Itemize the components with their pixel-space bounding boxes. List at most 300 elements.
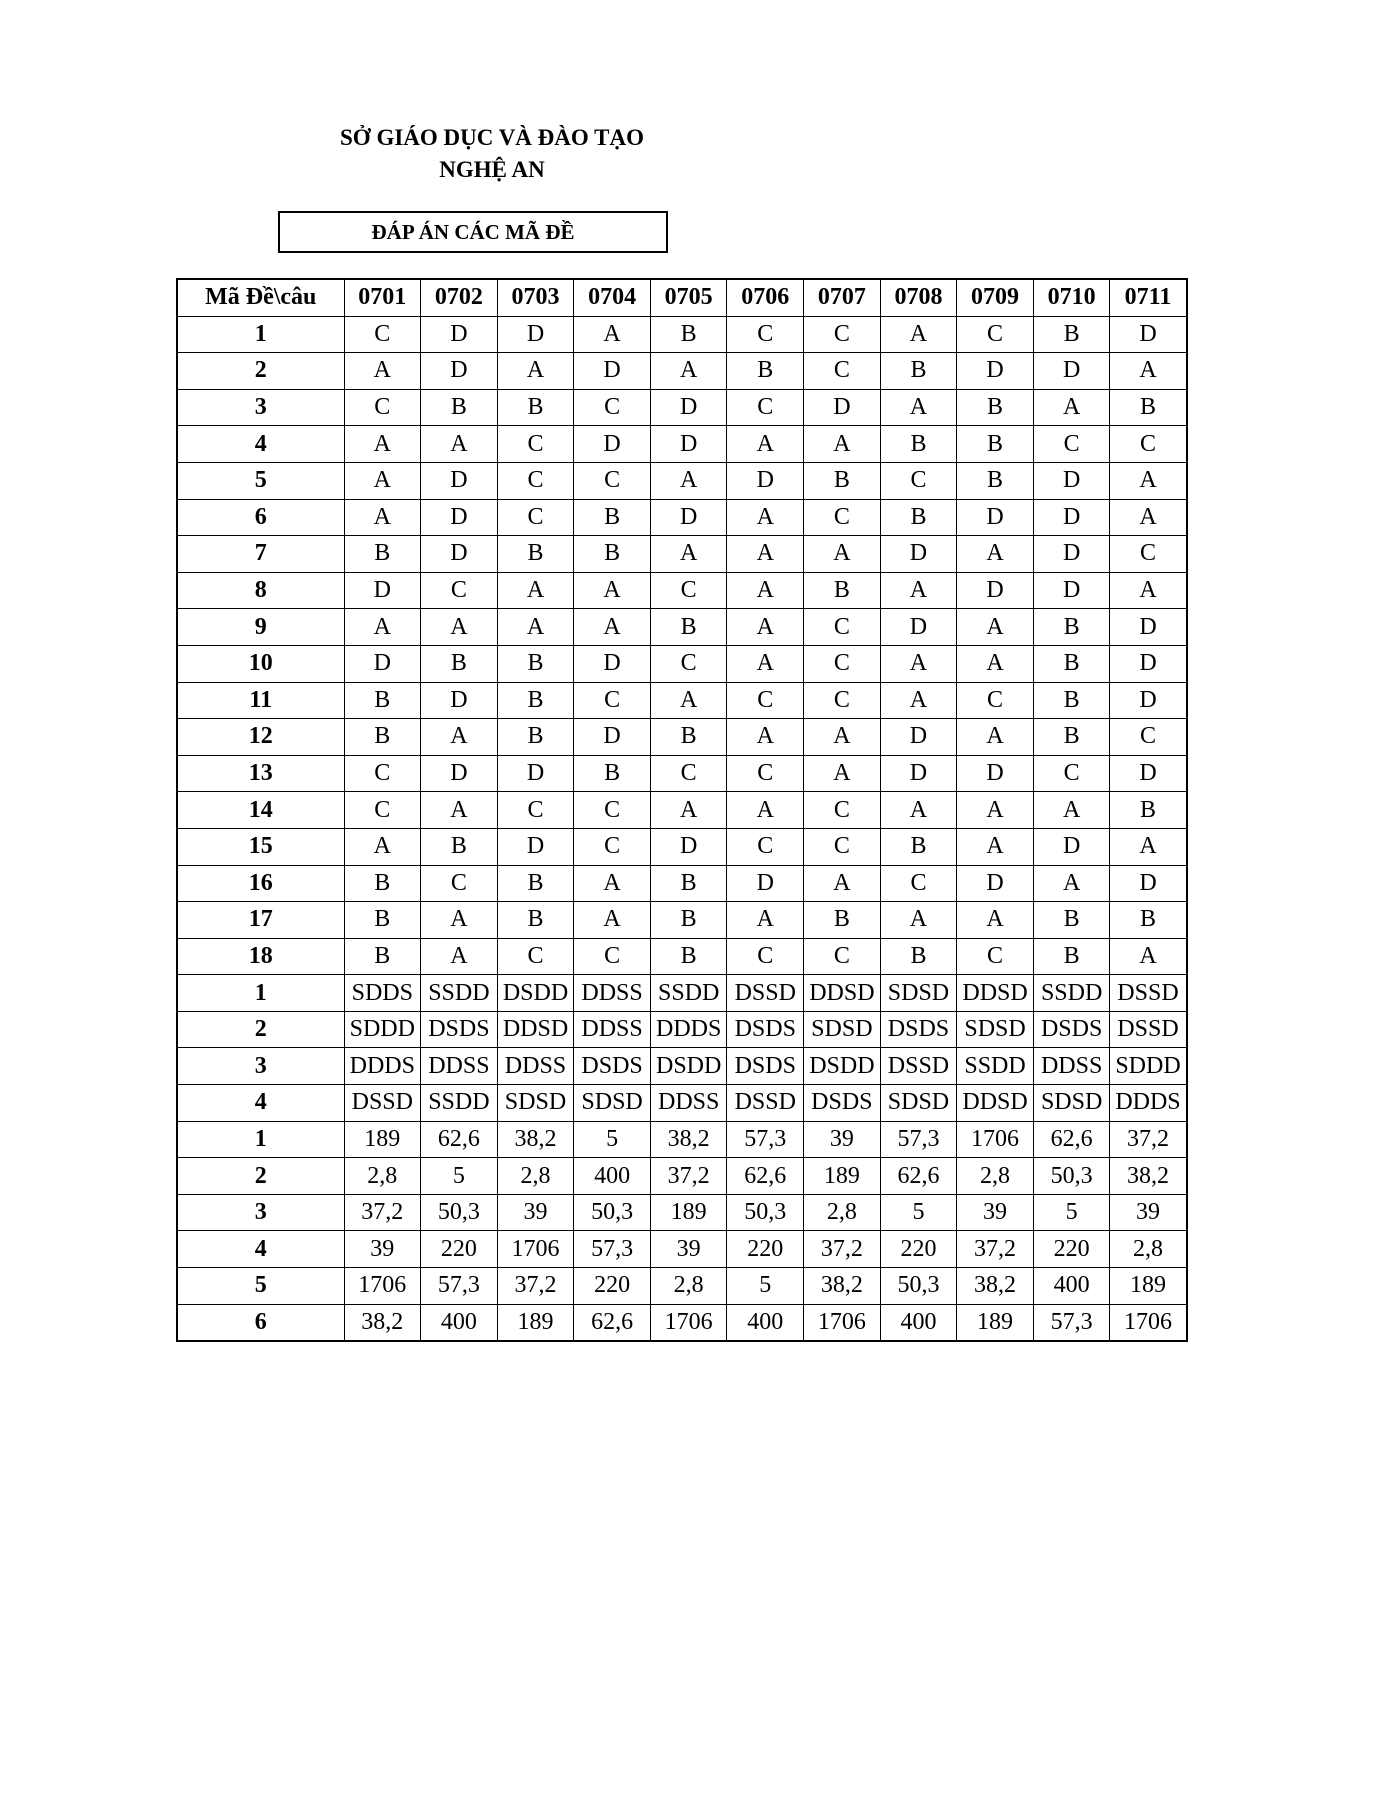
answer-cell: 2,8 (1110, 1231, 1187, 1268)
answer-cell: 220 (421, 1231, 498, 1268)
answer-cell: D (1033, 572, 1110, 609)
answer-cell: SDSD (804, 1011, 881, 1048)
answer-cell: 39 (804, 1121, 881, 1158)
answer-cell: A (421, 426, 498, 463)
answer-cell: B (880, 426, 957, 463)
answer-cell: D (1110, 755, 1187, 792)
answer-cell: D (1110, 645, 1187, 682)
answer-cell: 2,8 (650, 1268, 727, 1305)
answer-cell: DSSD (880, 1048, 957, 1085)
answer-cell: SSDD (650, 975, 727, 1012)
question-number-cell: 5 (177, 462, 344, 499)
document-header (292, 122, 692, 186)
answer-cell: C (804, 353, 881, 390)
answer-cell: 50,3 (1033, 1158, 1110, 1195)
answer-cell: B (1033, 316, 1110, 353)
answer-cell: A (804, 719, 881, 756)
answer-cell: B (344, 865, 421, 902)
answer-cell: A (650, 682, 727, 719)
answer-cell: C (650, 755, 727, 792)
answer-cell: A (574, 572, 651, 609)
answer-cell: B (344, 719, 421, 756)
answer-cell: A (727, 426, 804, 463)
answer-cell: B (880, 353, 957, 390)
table-row (177, 938, 1187, 975)
question-number-cell: 7 (177, 536, 344, 573)
answer-cell: 37,2 (804, 1231, 881, 1268)
answer-cell: D (957, 499, 1034, 536)
table-row (177, 536, 1187, 573)
answer-cell: 5 (727, 1268, 804, 1305)
answer-cell: D (574, 645, 651, 682)
answer-cell: 62,6 (880, 1158, 957, 1195)
table-row (177, 389, 1187, 426)
question-number-cell: 1 (177, 1121, 344, 1158)
table-row (177, 1231, 1187, 1268)
answer-cell: B (344, 536, 421, 573)
answer-cell: B (650, 938, 727, 975)
answer-cell: C (957, 938, 1034, 975)
answer-cell: C (574, 389, 651, 426)
answer-cell: 220 (727, 1231, 804, 1268)
answer-cell: 62,6 (727, 1158, 804, 1195)
answer-cell: A (1033, 389, 1110, 426)
answer-cell: D (497, 828, 574, 865)
question-number-cell: 4 (177, 1231, 344, 1268)
answer-cell: B (957, 389, 1034, 426)
answer-cell: A (650, 462, 727, 499)
answer-cell: C (421, 572, 498, 609)
exam-code-header: 0704 (574, 279, 651, 316)
answer-cell: 1706 (957, 1121, 1034, 1158)
answer-cell: SDSD (574, 1085, 651, 1122)
answer-cell: A (1110, 462, 1187, 499)
answer-cell: D (957, 865, 1034, 902)
answer-cell: A (804, 755, 881, 792)
answer-cell: B (574, 755, 651, 792)
answer-cell: B (650, 609, 727, 646)
answer-cell: B (344, 902, 421, 939)
answer-cell: SDDD (344, 1011, 421, 1048)
answer-cell: 39 (957, 1194, 1034, 1231)
question-number-cell: 12 (177, 719, 344, 756)
question-number-cell: 2 (177, 353, 344, 390)
answer-cell: DDSD (497, 1011, 574, 1048)
answer-cell: A (957, 719, 1034, 756)
answer-cell: 5 (574, 1121, 651, 1158)
table-row (177, 1121, 1187, 1158)
answer-cell: B (497, 865, 574, 902)
table-row (177, 609, 1187, 646)
answer-cell: DDSS (421, 1048, 498, 1085)
answer-cell: DSDS (880, 1011, 957, 1048)
answer-cell: A (1033, 792, 1110, 829)
answer-cell: C (880, 462, 957, 499)
answer-cell: 189 (1110, 1268, 1187, 1305)
answer-cell: D (650, 426, 727, 463)
answer-cell: D (650, 828, 727, 865)
answer-cell: 57,3 (880, 1121, 957, 1158)
answer-cell: 189 (957, 1304, 1034, 1341)
answer-cell: B (574, 536, 651, 573)
answer-cell: C (1110, 719, 1187, 756)
answer-cell: D (1110, 609, 1187, 646)
answer-cell: 400 (421, 1304, 498, 1341)
answer-cell: C (1110, 536, 1187, 573)
answer-cell: C (497, 462, 574, 499)
answer-cell: C (804, 645, 881, 682)
answer-cell: D (650, 389, 727, 426)
table-row (177, 353, 1187, 390)
question-number-cell: 16 (177, 865, 344, 902)
answer-cell: D (957, 353, 1034, 390)
table-row (177, 316, 1187, 353)
answer-cell: DSDD (497, 975, 574, 1012)
answer-cell: A (880, 389, 957, 426)
table-row (177, 792, 1187, 829)
answer-cell: 62,6 (574, 1304, 651, 1341)
table-row (177, 1158, 1187, 1195)
answer-cell: A (574, 609, 651, 646)
answer-cell: A (650, 792, 727, 829)
answer-cell: D (574, 426, 651, 463)
table-row (177, 499, 1187, 536)
answer-cell: B (1033, 902, 1110, 939)
answer-cell: 37,2 (650, 1158, 727, 1195)
answer-cell: 1706 (650, 1304, 727, 1341)
answer-cell: 189 (497, 1304, 574, 1341)
question-number-cell: 17 (177, 902, 344, 939)
answer-cell: SDSD (880, 975, 957, 1012)
answer-cell: DDSD (957, 975, 1034, 1012)
answer-cell: 5 (880, 1194, 957, 1231)
question-number-cell: 9 (177, 609, 344, 646)
org-name-line2: NGHỆ AN (439, 157, 545, 182)
answer-cell: D (1033, 828, 1110, 865)
answer-cell: 50,3 (727, 1194, 804, 1231)
table-row (177, 462, 1187, 499)
answer-cell: A (344, 353, 421, 390)
answer-cell: B (957, 426, 1034, 463)
document-title (278, 211, 668, 253)
table-row (177, 1085, 1187, 1122)
answer-cell: A (957, 609, 1034, 646)
answer-cell: D (497, 755, 574, 792)
answer-cell: B (421, 389, 498, 426)
exam-code-header: 0702 (421, 279, 498, 316)
answer-cell: A (650, 353, 727, 390)
question-number-cell: 3 (177, 389, 344, 426)
answer-cell: C (727, 316, 804, 353)
answer-cell: 189 (804, 1158, 881, 1195)
answer-cell: B (497, 682, 574, 719)
answer-cell: 37,2 (1110, 1121, 1187, 1158)
answer-cell: A (344, 462, 421, 499)
org-name-line1: SỞ GIÁO DỤC VÀ ĐÀO TẠO (340, 125, 644, 150)
answer-cell: SDSD (957, 1011, 1034, 1048)
answer-cell: 220 (1033, 1231, 1110, 1268)
answer-cell: D (1033, 499, 1110, 536)
answer-cell: 220 (880, 1231, 957, 1268)
exam-code-header: 0705 (650, 279, 727, 316)
answer-cell: D (421, 682, 498, 719)
answer-cell: A (574, 865, 651, 902)
answer-cell: B (880, 938, 957, 975)
answer-cell: B (650, 316, 727, 353)
answer-cell: C (497, 499, 574, 536)
answer-cell: A (804, 865, 881, 902)
answer-cell: 1706 (804, 1304, 881, 1341)
question-number-cell: 15 (177, 828, 344, 865)
answer-cell: 1706 (344, 1268, 421, 1305)
answer-cell: A (957, 536, 1034, 573)
answer-cell: B (957, 462, 1034, 499)
answer-cell: B (650, 902, 727, 939)
answer-cell: A (727, 499, 804, 536)
answer-cell: D (344, 645, 421, 682)
answer-cell: 39 (344, 1231, 421, 1268)
answer-cell: 400 (880, 1304, 957, 1341)
answer-cell: D (880, 609, 957, 646)
answer-cell: 400 (727, 1304, 804, 1341)
answer-cell: B (497, 536, 574, 573)
answer-cell: DSDS (727, 1048, 804, 1085)
answer-cell: C (344, 755, 421, 792)
answer-cell: C (650, 645, 727, 682)
question-number-cell: 2 (177, 1011, 344, 1048)
exam-code-header: 0711 (1110, 279, 1187, 316)
answer-cell: 62,6 (1033, 1121, 1110, 1158)
answer-cell: C (497, 792, 574, 829)
answer-cell: A (957, 792, 1034, 829)
answer-cell: A (880, 792, 957, 829)
answer-cell: 400 (574, 1158, 651, 1195)
answer-cell: C (574, 462, 651, 499)
answer-cell: SDDD (1110, 1048, 1187, 1085)
answer-cell: C (804, 792, 881, 829)
answer-cell: A (574, 316, 651, 353)
answer-cell: SDSD (880, 1085, 957, 1122)
answer-cell: B (497, 389, 574, 426)
answer-cell: D (880, 536, 957, 573)
answer-cell: A (421, 792, 498, 829)
answer-cell: 37,2 (957, 1231, 1034, 1268)
answer-cell: B (497, 645, 574, 682)
answer-cell: A (650, 536, 727, 573)
answer-cell: B (1033, 609, 1110, 646)
question-number-cell: 3 (177, 1194, 344, 1231)
answer-cell: B (804, 902, 881, 939)
table-row (177, 902, 1187, 939)
answer-cell: SDSD (1033, 1085, 1110, 1122)
table-body (177, 316, 1187, 1341)
answer-cell: 38,2 (1110, 1158, 1187, 1195)
answer-cell: C (650, 572, 727, 609)
answer-cell: D (421, 316, 498, 353)
answer-cell: C (804, 609, 881, 646)
question-number-cell: 1 (177, 316, 344, 353)
answer-cell: 220 (574, 1268, 651, 1305)
answer-cell: A (880, 902, 957, 939)
question-number-cell: 14 (177, 792, 344, 829)
answer-cell: D (344, 572, 421, 609)
answer-cell: B (880, 828, 957, 865)
answer-cell: SSDD (1033, 975, 1110, 1012)
table-row (177, 682, 1187, 719)
answer-cell: D (1033, 536, 1110, 573)
answer-cell: A (727, 536, 804, 573)
answer-cell: A (421, 719, 498, 756)
answer-cell: 2,8 (497, 1158, 574, 1195)
answer-cell: B (1033, 682, 1110, 719)
answer-cell: 37,2 (497, 1268, 574, 1305)
answer-cell: C (344, 792, 421, 829)
answer-cell: 57,3 (727, 1121, 804, 1158)
answer-cell: DDSS (574, 975, 651, 1012)
answer-cell: A (1033, 865, 1110, 902)
table-row (177, 865, 1187, 902)
answer-cell: 2,8 (804, 1194, 881, 1231)
question-number-cell: 1 (177, 975, 344, 1012)
answer-cell: 50,3 (880, 1268, 957, 1305)
answer-cell: DDSD (957, 1085, 1034, 1122)
answer-cell: D (574, 353, 651, 390)
answer-cell: A (344, 609, 421, 646)
answer-cell: B (344, 938, 421, 975)
answer-cell: A (574, 902, 651, 939)
answer-cell: D (421, 499, 498, 536)
table-row (177, 1304, 1187, 1341)
question-number-cell: 13 (177, 755, 344, 792)
answer-cell: SSDD (421, 1085, 498, 1122)
table-row (177, 755, 1187, 792)
answer-cell: B (421, 828, 498, 865)
answer-cell: D (727, 462, 804, 499)
answer-cell: A (421, 902, 498, 939)
answer-cell: D (497, 316, 574, 353)
answer-cell: DDDS (1110, 1085, 1187, 1122)
answer-cell: DDSS (1033, 1048, 1110, 1085)
question-number-cell: 6 (177, 499, 344, 536)
answer-cell: A (421, 609, 498, 646)
answer-cell: DDSS (497, 1048, 574, 1085)
answer-cell: DSSD (344, 1085, 421, 1122)
answer-cell: A (880, 316, 957, 353)
answer-cell: A (727, 902, 804, 939)
answer-cell: A (727, 609, 804, 646)
answer-cell: D (727, 865, 804, 902)
answer-cell: 38,2 (344, 1304, 421, 1341)
exam-code-header: 0703 (497, 279, 574, 316)
answer-cell: A (880, 645, 957, 682)
question-number-cell: 4 (177, 426, 344, 463)
answer-cell: B (804, 572, 881, 609)
answer-cell: B (1033, 719, 1110, 756)
answer-cell: DSSD (727, 975, 804, 1012)
answer-cell: A (727, 572, 804, 609)
answer-cell: DDSS (574, 1011, 651, 1048)
question-number-cell: 4 (177, 1085, 344, 1122)
answer-cell: DSDS (421, 1011, 498, 1048)
answer-cell: 39 (497, 1194, 574, 1231)
answer-cell: D (957, 755, 1034, 792)
answer-cell: C (727, 682, 804, 719)
answer-cell: 38,2 (804, 1268, 881, 1305)
table-row (177, 1268, 1187, 1305)
answer-cell: 189 (650, 1194, 727, 1231)
question-number-cell: 8 (177, 572, 344, 609)
answer-cell: 189 (344, 1121, 421, 1158)
answer-cell: C (1033, 426, 1110, 463)
answer-cell: C (344, 316, 421, 353)
answer-cell: A (957, 828, 1034, 865)
answer-cell: A (344, 828, 421, 865)
answer-cell: DSDS (727, 1011, 804, 1048)
answer-cell: A (344, 426, 421, 463)
answer-cell: DSSD (1110, 975, 1187, 1012)
answer-cell: SDDS (344, 975, 421, 1012)
answer-cell: D (421, 353, 498, 390)
answer-cell: A (1110, 499, 1187, 536)
answer-cell: B (497, 902, 574, 939)
question-number-cell: 6 (177, 1304, 344, 1341)
answer-cell: A (880, 682, 957, 719)
answer-cell: B (1033, 645, 1110, 682)
answer-cell: C (804, 316, 881, 353)
exam-code-header: 0706 (727, 279, 804, 316)
question-number-cell: 10 (177, 645, 344, 682)
answer-cell: A (804, 536, 881, 573)
answer-cell: 57,3 (421, 1268, 498, 1305)
answer-cell: DDDS (344, 1048, 421, 1085)
exam-code-header: 0709 (957, 279, 1034, 316)
answer-cell: A (727, 719, 804, 756)
answer-cell: 62,6 (421, 1121, 498, 1158)
answer-cell: 50,3 (421, 1194, 498, 1231)
answer-cell: C (1033, 755, 1110, 792)
exam-code-header: 0708 (880, 279, 957, 316)
corner-header-cell: Mã Đề\câu (177, 279, 344, 316)
answer-cell: C (804, 499, 881, 536)
question-number-cell: 3 (177, 1048, 344, 1085)
answer-cell: DSDS (574, 1048, 651, 1085)
answer-cell: 2,8 (957, 1158, 1034, 1195)
answer-cell: C (497, 426, 574, 463)
table-header-row (177, 279, 1187, 316)
answer-cell: D (804, 389, 881, 426)
answer-cell: C (727, 755, 804, 792)
answer-cell: DSDS (1033, 1011, 1110, 1048)
answer-cell: 2,8 (344, 1158, 421, 1195)
document-title-text: ĐÁP ÁN CÁC MÃ ĐỀ (371, 219, 575, 244)
answer-cell: 5 (1033, 1194, 1110, 1231)
answer-cell: C (421, 865, 498, 902)
exam-code-header: 0701 (344, 279, 421, 316)
answer-cell: B (880, 499, 957, 536)
table-row (177, 1194, 1187, 1231)
answer-cell: C (957, 316, 1034, 353)
answer-cell: A (1110, 353, 1187, 390)
answer-cell: B (1110, 792, 1187, 829)
answer-cell: C (1110, 426, 1187, 463)
answer-cell: A (727, 645, 804, 682)
answer-cell: A (1110, 828, 1187, 865)
answer-cell: DSDD (650, 1048, 727, 1085)
answer-cell: B (650, 865, 727, 902)
answer-cell: D (574, 719, 651, 756)
answer-cell: C (574, 938, 651, 975)
answer-cell: 39 (650, 1231, 727, 1268)
